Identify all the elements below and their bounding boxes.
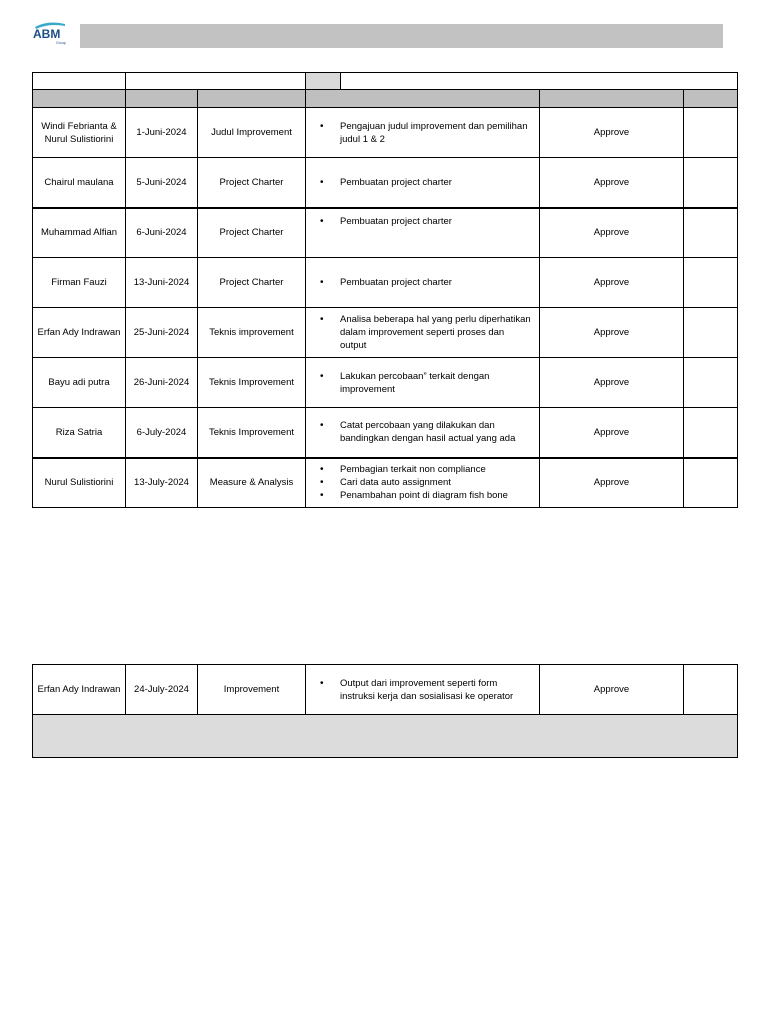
- topic-cell: Measure & Analysis: [198, 458, 306, 508]
- header-cell-activity: [306, 90, 540, 108]
- activity-item: • Analisa beberapa hal yang perlu diperhatikan dalam improvement seperti proses dan output: [320, 313, 533, 352]
- activity-item: • Catat percobaan yang dilakukan dan bandingkan dengan hasil actual yang ada: [320, 419, 533, 445]
- activity-cell: [306, 308, 540, 358]
- signature-cell: [684, 208, 738, 258]
- meta-value-cell: [126, 73, 306, 90]
- signature-cell: [684, 308, 738, 358]
- activity-list: [320, 276, 533, 289]
- topic-cell: Improvement: [198, 665, 306, 715]
- activity-item: • Pembuatan project charter: [320, 176, 533, 189]
- meta-small-value: [341, 73, 737, 89]
- activity-item: • Pembagian terkait non compliance: [320, 463, 533, 476]
- activity-log-table: [32, 72, 738, 508]
- header-cell-name: [33, 90, 126, 108]
- status-cell: Approve: [540, 108, 684, 158]
- signature-cell: [684, 158, 738, 208]
- status-cell: Approve: [540, 458, 684, 508]
- abm-logo: [32, 20, 68, 48]
- activity-log-body: [33, 73, 738, 508]
- name-cell: Firman Fauzi: [33, 258, 126, 308]
- activity-cell: [306, 258, 540, 308]
- logo-text: ABM: [33, 27, 61, 41]
- date-cell: 6-Juni-2024: [126, 208, 198, 258]
- name-cell: Erfan Ady Indrawan: [33, 665, 126, 715]
- topic-cell: Project Charter: [198, 258, 306, 308]
- header-cell-signature: [684, 90, 738, 108]
- logo-subtext: Group: [56, 41, 66, 45]
- activity-cell: [306, 158, 540, 208]
- table-row: [33, 458, 738, 508]
- topic-cell: Project Charter: [198, 158, 306, 208]
- date-cell: 24-July-2024: [126, 665, 198, 715]
- meta-row: [33, 73, 738, 90]
- header-cell-date: [126, 90, 198, 108]
- topic-cell: Teknis Improvement: [198, 408, 306, 458]
- header-cell-status: [540, 90, 684, 108]
- meta-small-label: [306, 73, 341, 89]
- activity-log-body-continued: [33, 665, 738, 758]
- activity-list: [320, 463, 533, 502]
- activity-cell: [306, 358, 540, 408]
- signature-cell: [684, 665, 738, 715]
- activity-item: • Penambahan point di diagram fish bone: [320, 489, 533, 502]
- date-cell: 13-July-2024: [126, 458, 198, 508]
- activity-item: • Cari data auto assignment: [320, 476, 533, 489]
- date-cell: 6-July-2024: [126, 408, 198, 458]
- activity-item: • Output dari improvement seperti form instruksi kerja dan sosialisasi ke operator: [320, 677, 533, 703]
- activity-list: [320, 215, 533, 228]
- activity-cell: [306, 108, 540, 158]
- activity-list: [320, 370, 533, 396]
- header-title-bar: [80, 24, 723, 48]
- footer-cell: [33, 715, 738, 758]
- signature-cell: [684, 458, 738, 508]
- meta-split-cell: [306, 73, 738, 90]
- date-cell: 1-Juni-2024: [126, 108, 198, 158]
- signature-cell: [684, 258, 738, 308]
- activity-list: [320, 313, 533, 352]
- activity-list: [320, 176, 533, 189]
- status-cell: Approve: [540, 665, 684, 715]
- status-cell: Approve: [540, 308, 684, 358]
- table-row: [33, 358, 738, 408]
- activity-item: • Pembuatan project charter: [320, 276, 533, 289]
- meta-label-cell: [33, 73, 126, 90]
- name-cell: Erfan Ady Indrawan: [33, 308, 126, 358]
- status-cell: Approve: [540, 158, 684, 208]
- table-row: [33, 108, 738, 158]
- activity-cell: [306, 458, 540, 508]
- activity-cell: [306, 408, 540, 458]
- status-cell: Approve: [540, 258, 684, 308]
- status-cell: Approve: [540, 358, 684, 408]
- date-cell: 25-Juni-2024: [126, 308, 198, 358]
- name-cell: Bayu adi putra: [33, 358, 126, 408]
- activity-log-table-continued: [32, 664, 738, 758]
- status-cell: Approve: [540, 208, 684, 258]
- date-cell: 13-Juni-2024: [126, 258, 198, 308]
- name-cell: Chairul maulana: [33, 158, 126, 208]
- name-cell: Muhammad Alfian: [33, 208, 126, 258]
- signature-cell: [684, 358, 738, 408]
- table-row: [33, 665, 738, 715]
- activity-cell: [306, 208, 540, 258]
- activity-item: • Pengajuan judul improvement dan pemilihan judul 1 & 2: [320, 120, 533, 146]
- table-footer-row: [33, 715, 738, 758]
- date-cell: 5-Juni-2024: [126, 158, 198, 208]
- activity-list: [320, 419, 533, 445]
- activity-item: • Pembuatan project charter: [320, 215, 533, 228]
- table-row: [33, 158, 738, 208]
- signature-cell: [684, 108, 738, 158]
- table-row: [33, 208, 738, 258]
- topic-cell: Judul Improvement: [198, 108, 306, 158]
- name-cell: Nurul Sulistiorini: [33, 458, 126, 508]
- signature-cell: [684, 408, 738, 458]
- topic-cell: Teknis Improvement: [198, 358, 306, 408]
- name-cell: Windi Febrianta & Nurul Sulistiorini: [33, 108, 126, 158]
- activity-cell: [306, 665, 540, 715]
- date-cell: 26-Juni-2024: [126, 358, 198, 408]
- topic-cell: Project Charter: [198, 208, 306, 258]
- activity-list: [320, 120, 533, 146]
- status-cell: Approve: [540, 408, 684, 458]
- table-row: [33, 408, 738, 458]
- table-header-row: [33, 90, 738, 108]
- table-row: [33, 308, 738, 358]
- header-cell-topic: [198, 90, 306, 108]
- activity-list: [320, 677, 533, 703]
- activity-item: • Lakukan percobaan” terkait dengan improvement: [320, 370, 533, 396]
- topic-cell: Teknis improvement: [198, 308, 306, 358]
- name-cell: Riza Satria: [33, 408, 126, 458]
- table-row: [33, 258, 738, 308]
